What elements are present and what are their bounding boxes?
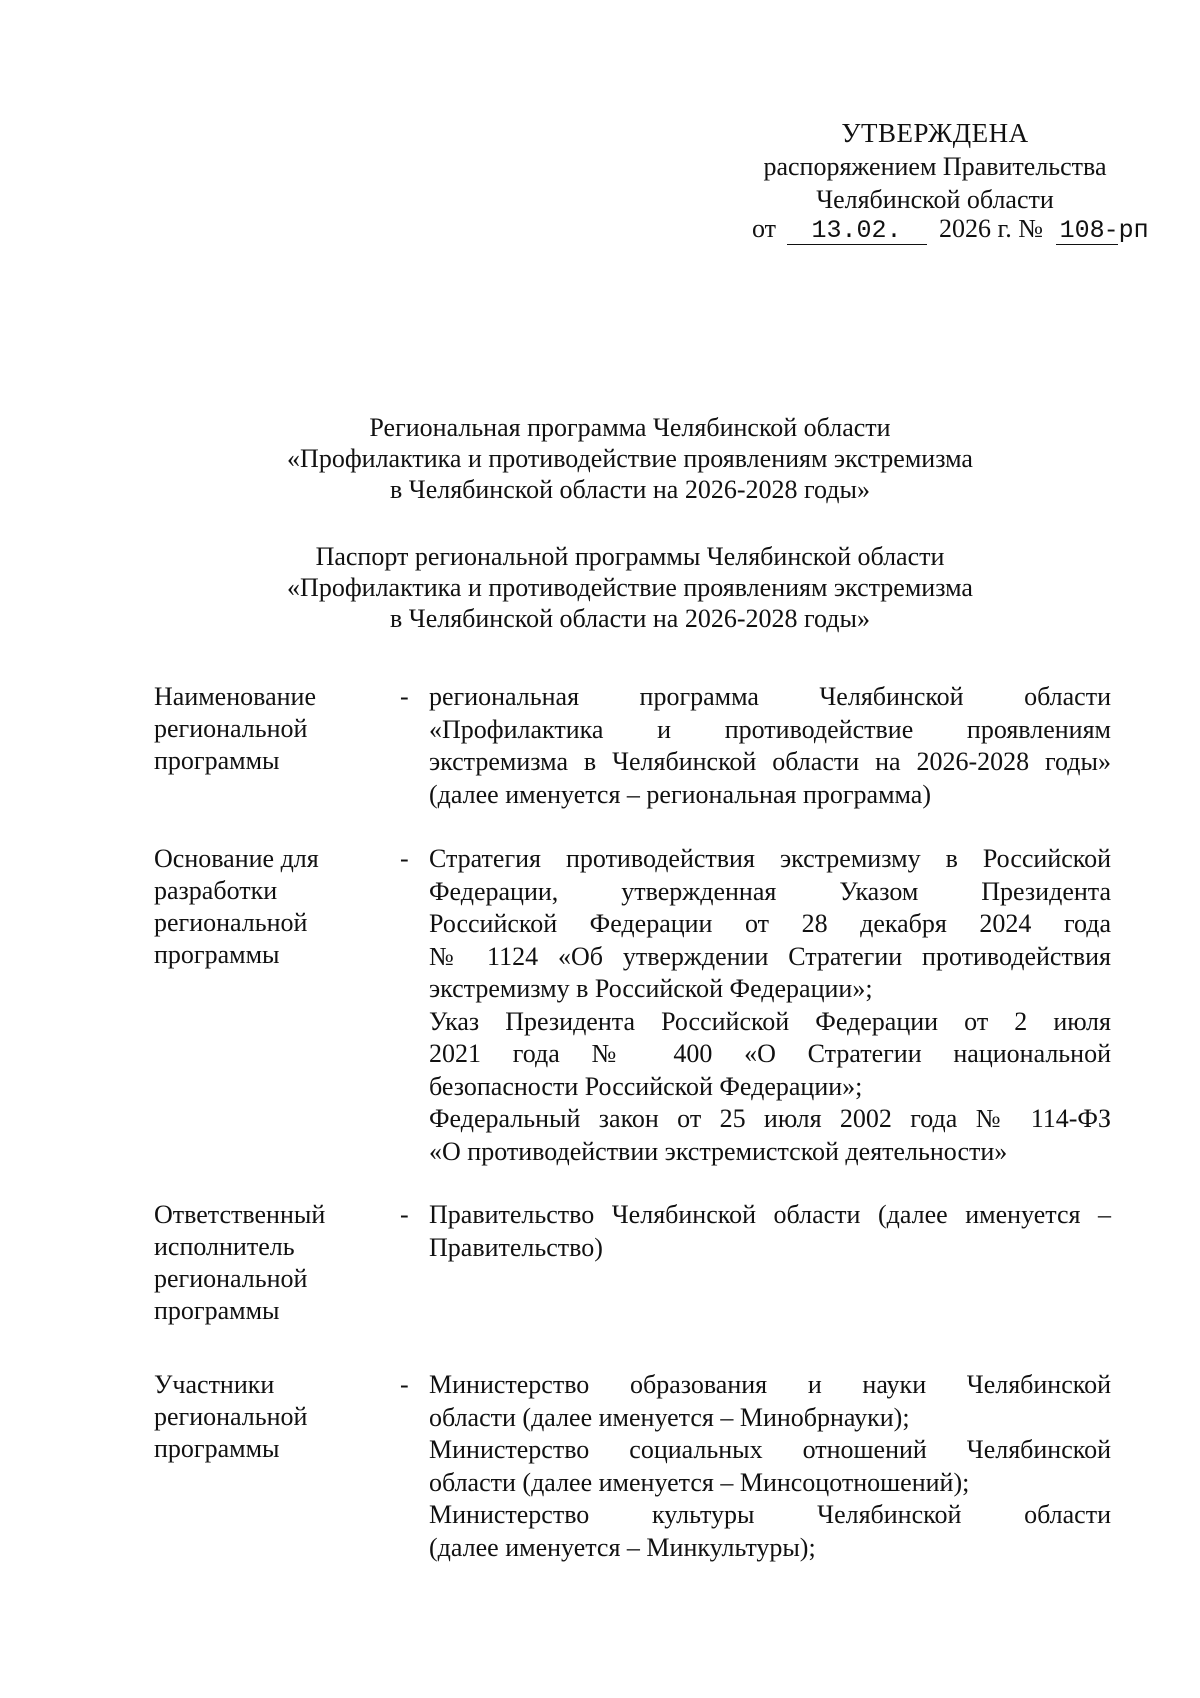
row-value-line: Указ Президента Российской Федерации от 2 июля: [429, 1006, 1111, 1036]
row-label-line: Основание для: [154, 844, 319, 873]
approval-year: 2026 г. №: [939, 214, 1044, 243]
row-value-line: 2021 года № 400 «О Стратегии национальной: [429, 1039, 1111, 1068]
row-value-line: Правительство Челябинской области (далее именуется –: [429, 1200, 1111, 1229]
row-value-line: экстремизма в Челябинской области на 2026-2028 годы»: [429, 747, 1111, 776]
row-label-line: исполнитель: [154, 1232, 295, 1261]
passport-title-line-3: в Челябинской области на 2026-2028 годы»: [390, 604, 870, 633]
row-value-line: «Профилактика и противодействие проявлениям: [429, 714, 1111, 744]
row-label: [154, 681, 374, 777]
row-label: [154, 843, 374, 971]
row-label-line: программы: [154, 1434, 280, 1463]
approval-number: 108: [1056, 218, 1118, 245]
row-value-line: Правительство): [429, 1232, 603, 1262]
row-dash: -: [400, 1200, 409, 1229]
row-value-line: «О противодействии экстремистской деятельности»: [429, 1136, 1008, 1166]
row-value-line: Российской Федерации от 28 декабря 2024 года: [429, 909, 1111, 938]
approval-number-suffix: -рп: [1103, 216, 1149, 245]
row-value-line: Министерство образования и науки Челябинской: [429, 1370, 1111, 1399]
row-value-line: Министерство социальных отношений Челябинской: [429, 1435, 1111, 1464]
program-title-line-2: «Профилактика и противодействие проявлениям экстремизма: [287, 444, 973, 473]
row-value: [429, 1199, 1111, 1264]
row-value-line: области (далее именуется – Минобрнауки);: [429, 1402, 910, 1432]
row-value-line: области (далее именуется – Минсоцотношений);: [429, 1467, 970, 1497]
approval-title: УТВЕРЖДЕНА: [841, 118, 1029, 148]
row-value-line: Федерации, утвержденная Указом Президента: [429, 876, 1111, 906]
row-label-line: программы: [154, 746, 280, 775]
approval-date: 13.02.: [787, 218, 927, 245]
row-label-line: программы: [154, 940, 280, 969]
row-value-line: Министерство культуры Челябинской области: [429, 1500, 1111, 1529]
approval-block: [735, 117, 1135, 216]
row-value-line: (далее именуется – Минкультуры);: [429, 1532, 816, 1562]
row-value: [429, 1369, 1111, 1564]
row-value: [429, 681, 1111, 811]
row-label-line: разработки: [154, 876, 278, 905]
row-value-line: безопасности Российской Федерации»;: [429, 1071, 863, 1101]
program-title-line-1: Региональная программа Челябинской области: [369, 413, 891, 442]
row-label-line: региональной: [154, 1402, 308, 1431]
passport-title-line-2: «Профилактика и противодействие проявлениям экстремизма: [287, 573, 973, 602]
passport-title-line-1: Паспорт региональной программы Челябинской области: [315, 542, 945, 571]
date-prefix: от: [752, 214, 777, 243]
row-value-line: экстремизму в Российской Федерации»;: [429, 974, 873, 1003]
row-label-line: региональной: [154, 1264, 308, 1293]
row-value-line: (далее именуется – региональная программа): [429, 779, 931, 809]
row-dash: -: [400, 682, 409, 711]
program-title-line-3: в Челябинской области на 2026-2028 годы»: [390, 475, 870, 504]
row-value-line: региональная программа Челябинской области: [429, 682, 1111, 711]
row-dash: -: [400, 844, 409, 873]
program-title: [150, 412, 1110, 505]
passport-title: [150, 541, 1110, 634]
row-label-line: программы: [154, 1296, 280, 1325]
row-label-line: Участники: [154, 1370, 275, 1399]
approval-line-2: Челябинской области: [816, 185, 1054, 214]
approval-line-1: распоряжением Правительства: [763, 152, 1107, 181]
row-label: [154, 1369, 374, 1465]
row-value-line: Федеральный закон от 25 июля 2002 года № 114-ФЗ: [429, 1104, 1111, 1133]
row-value: [429, 843, 1111, 1168]
row-label-line: региональной: [154, 908, 308, 937]
row-label: [154, 1199, 374, 1327]
row-value-line: № 1124 «Об утверждении Стратегии противодействия: [429, 941, 1111, 971]
approval-date-row: [752, 214, 1149, 246]
row-value-line: Стратегия противодействия экстремизму в Российской: [429, 844, 1111, 873]
row-label-line: Ответственный: [154, 1200, 326, 1229]
row-dash: -: [400, 1370, 409, 1399]
row-label-line: Наименование: [154, 682, 316, 711]
row-label-line: региональной: [154, 714, 308, 743]
